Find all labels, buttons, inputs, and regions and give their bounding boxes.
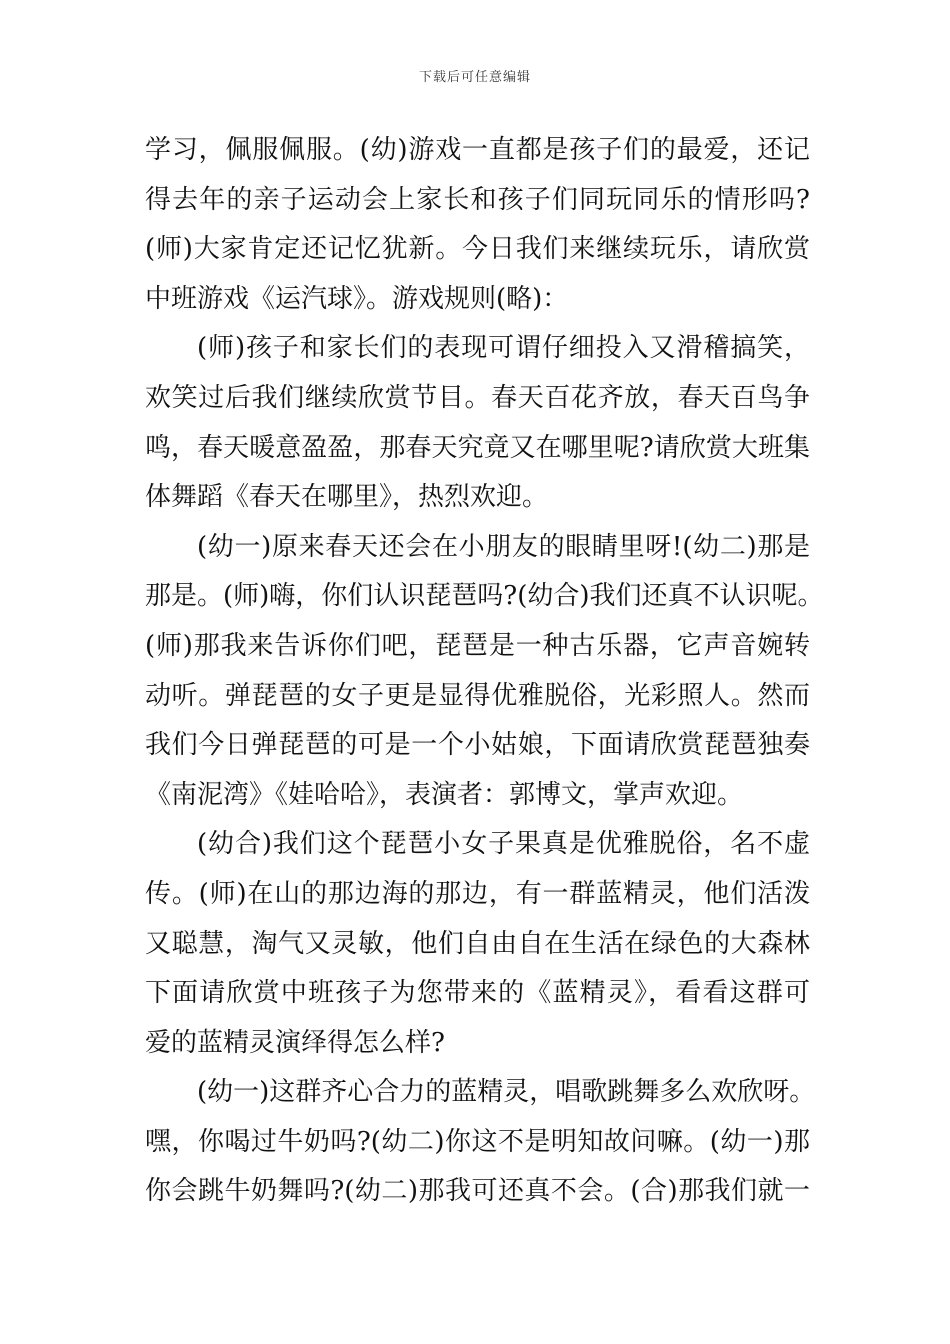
text-line: (师)那我来告诉你们吧，琵琶是一种古乐器，它声音婉转 <box>145 630 810 661</box>
text-line: 嘿，你喝过牛奶吗?(幼二)你这不是明知故问嘛。(幼一)那 <box>145 1126 810 1157</box>
text-line: 传。(师)在山的那边海的那边，有一群蓝精灵，他们活泼 <box>145 878 810 909</box>
text-line: 鸣，春天暖意盈盈，那春天究竟又在哪里呢?请欣赏大班集 <box>145 432 810 463</box>
text-line: 中班游戏《运汽球》。游戏规则(略)： <box>145 283 569 314</box>
text-line: 《南泥湾》《娃哈哈》，表演者：郭博文，掌声欢迎。 <box>145 779 744 810</box>
text-line: 下面请欣赏中班孩子为您带来的《蓝精灵》，看看这群可 <box>145 978 810 1009</box>
text-line: (师)大家肯定还记忆犹新。今日我们来继续玩乐，请欣赏 <box>145 234 810 265</box>
text-line: 你会跳牛奶舞吗?(幼二)那我可还真不会。(合)那我们就一 <box>145 1176 810 1207</box>
text-line: 那是。(师)嗨，你们认识琵琶吗?(幼合)我们还真不认识呢。 <box>145 581 824 612</box>
text-line: 又聪慧，淘气又灵敏，他们自由自在生活在绿色的大森林 <box>145 928 810 959</box>
text-line: 动听。弹琵琶的女子更是显得优雅脱俗，光彩照人。然而 <box>145 680 810 711</box>
text-line: 得去年的亲子运动会上家长和孩子们同玩同乐的情形吗? <box>145 184 810 215</box>
paragraph-start-line: (幼一)这群齐心合力的蓝精灵，唱歌跳舞多么欢欣呀。 <box>197 1077 816 1108</box>
paragraph-start-line: (幼一)原来春天还会在小朋友的眼睛里呀!(幼二)那是 <box>197 531 810 562</box>
document-body <box>145 126 824 1217</box>
paragraph-start-line: (师)孩子和家长们的表现可谓仔细投入又滑稽搞笑， <box>197 333 810 364</box>
text-line: 学习，佩服佩服。(幼)游戏一直都是孩子们的最爱，还记 <box>145 135 810 165</box>
text-line: 爱的蓝精灵演绎得怎么样? <box>145 1027 445 1058</box>
text-line: 体舞蹈《春天在哪里》，热烈欢迎。 <box>145 482 549 513</box>
text-line: 欢笑过后我们继续欣赏节目。春天百花齐放，春天百鸟争 <box>145 382 810 413</box>
page-header: 下载后可任意编辑 <box>418 70 531 85</box>
text-line: 我们今日弹琵琶的可是一个小姑娘，下面请欣赏琵琶独奏 <box>145 730 810 761</box>
paragraph-start-line: (幼合)我们这个琵琶小女子果真是优雅脱俗，名不虚 <box>197 829 810 860</box>
